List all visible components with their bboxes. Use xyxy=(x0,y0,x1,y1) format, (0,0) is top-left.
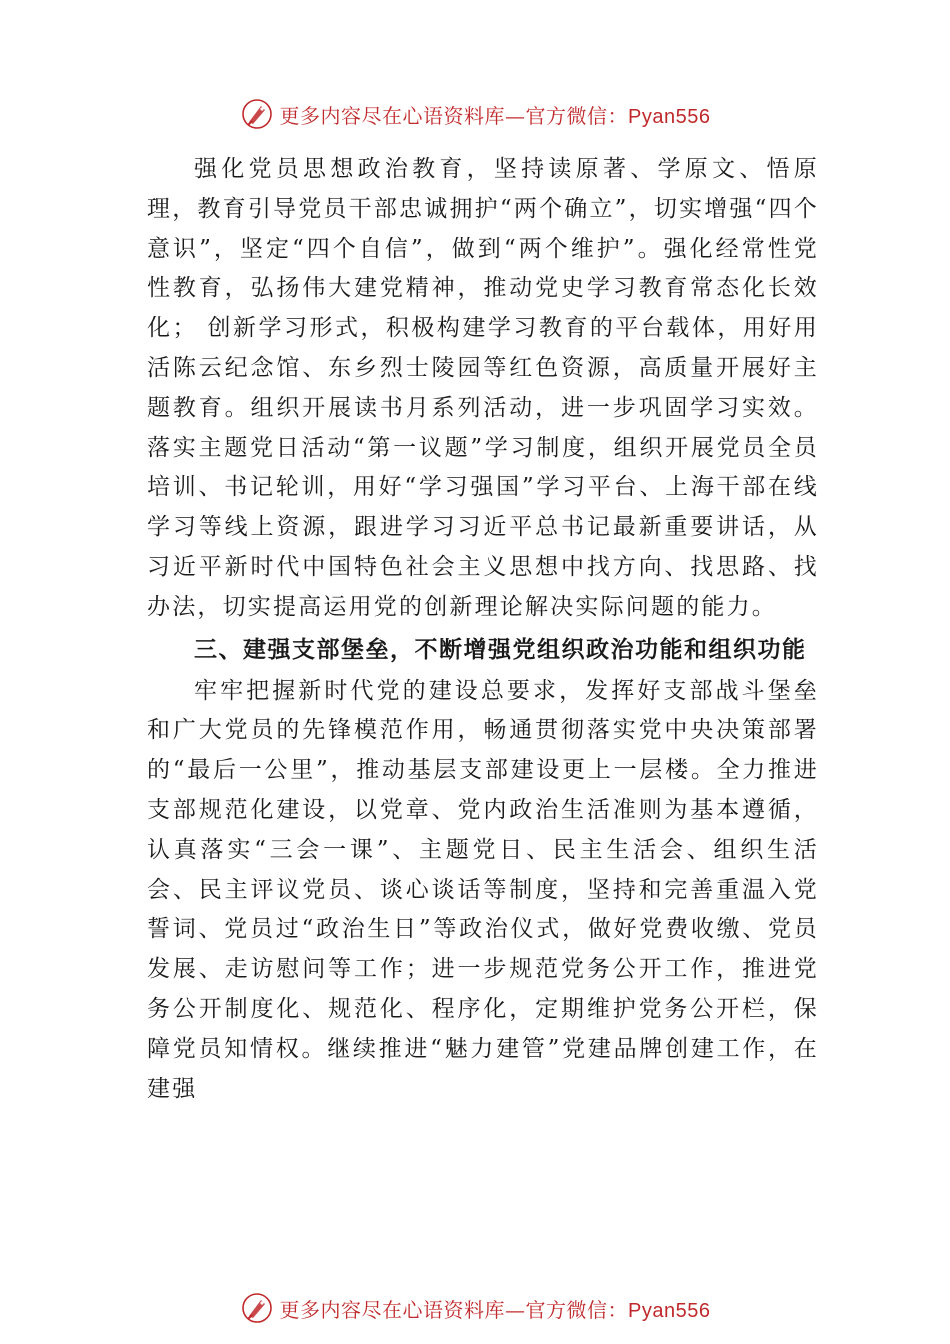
banner-wechat-id: Pyan556 xyxy=(628,105,711,128)
pen-nib-logo-icon xyxy=(240,97,274,131)
footer-banner xyxy=(0,1288,950,1328)
section-heading-3: 三、建强支部堡垒，不断增强党组织政治功能和组织功能 xyxy=(194,636,807,663)
header-banner xyxy=(0,94,950,134)
banner-separator: — xyxy=(505,103,526,128)
banner-text xyxy=(280,100,711,129)
document-body xyxy=(147,150,819,1109)
pen-nib-logo-icon xyxy=(240,1291,274,1325)
banner-wechat-label: 官方微信： xyxy=(525,103,629,128)
paragraph-2: 牢牢把握新时代党的建设总要求，发挥好支部战斗堡垒和广大党员的先锋模范作用，畅通贯彻落实党中央决策部署的“最后一公里”，推动基层支部建设更上一层楼。全力推进支部规范化建设，以党章、党内政治生活准则为基本遵循， 认真落实“三会一课”、主题党日、民主生活会、组织生活会、民主评议党员、谈心谈话等制度，坚持和完善重温入党誓词、党员过“政治生日”等政治仪式，做好党费收缴、党员发展、走访慰问等工作；进一步规范党务公开工作，推进党务公开制度化、规范化、程序化，定期维护党务公开栏，保障党员知情权。继续推进“魅力建管”党建品牌创建工作，在建强 xyxy=(147,677,819,1102)
banner-wechat-label: 官方微信： xyxy=(525,1297,629,1322)
banner-separator: — xyxy=(505,1297,526,1322)
banner-site-text: 更多内容尽在心语资料库 xyxy=(279,1297,506,1322)
paragraph-1: 强化党员思想政治教育，坚持读原著、学原文、悟原理，教育引导党员干部忠诚拥护“两个确立”，切实增强“四个意识”，坚定“四个自信”，做到“两个维护”。强化经常性党性教育，弘扬伟大建党精神，推动党史学习教育常态化长效化； 创新学习形式，积极构建学习教育的平台载体，用好用活陈云纪念馆、东乡烈士陵园等红色资源，高质量开展好主题教育。组织开展读书月系列活动，进一步巩固学习实效。落实主题党日活动“第一议题”学习制度，组织开展党员全员培训、书记轮训，用好“学习强国”学习平台、上海干部在线学习等线上资源，跟进学习习近平总书记最新重要讲话，从习近平新时代中国特色社会主义思想中找方向、找思路、找办法，切实提高运用党的创新理论解决实际问题的能力。 xyxy=(147,156,819,620)
banner-site-text: 更多内容尽在心语资料库 xyxy=(279,103,506,128)
banner-text xyxy=(280,1294,711,1323)
banner-wechat-id: Pyan556 xyxy=(628,1299,711,1322)
